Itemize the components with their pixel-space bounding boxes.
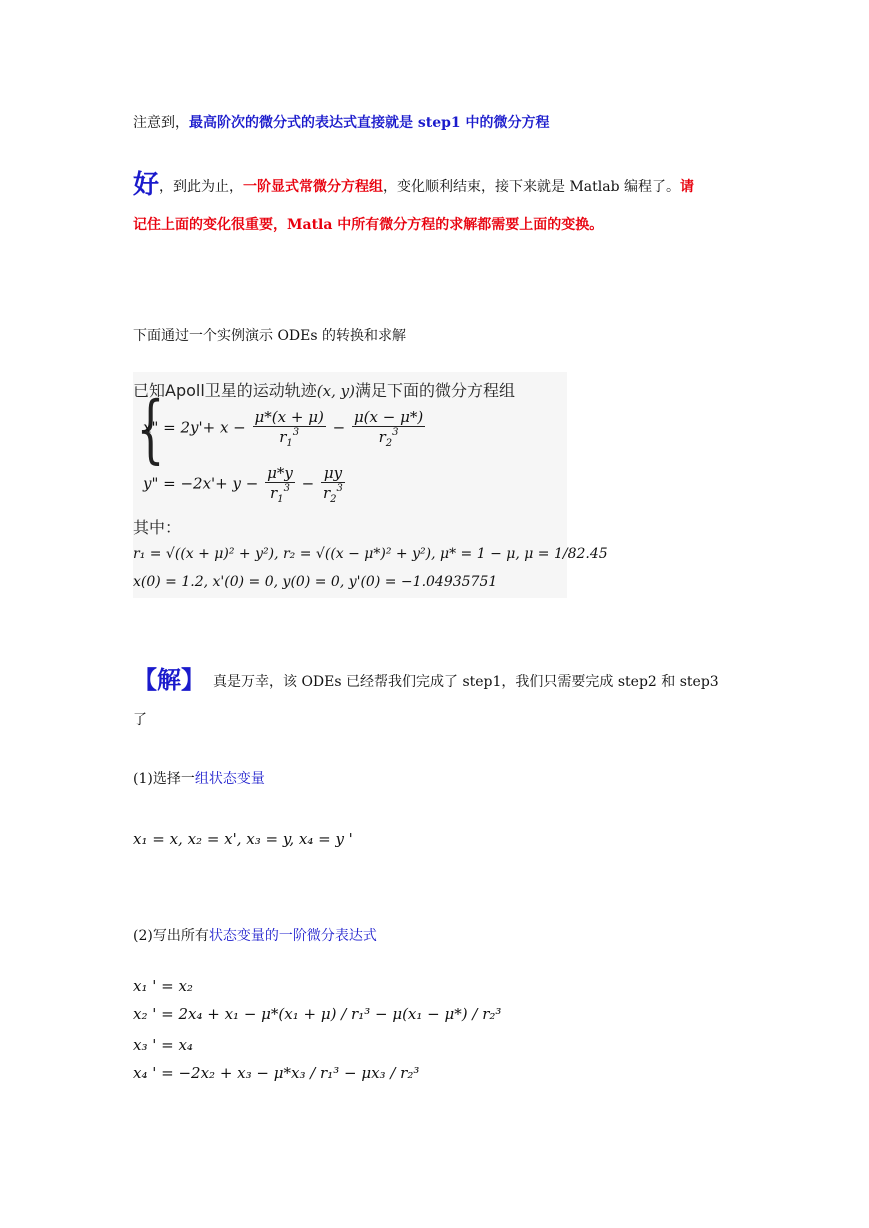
step1-heading-b: 组状态变量 [194, 771, 265, 787]
equation-figure [133, 372, 608, 598]
summary-text-2: ，变化顺利结束，接下来就是 Matlab 编程了。 [383, 179, 681, 195]
eq2-frac2: $\frac{\mu y}{r_2^3}$ [322, 464, 343, 505]
deriv-eq-4: x₄ ' = −2x₂ + x₃ − μ*x₃ / r₁³ − μx₃ / r₂³ [133, 1064, 420, 1082]
eq1-den1: r [279, 428, 287, 446]
figure-definitions: r₁ = √((x + μ)² + y²), r₂ = √((x − μ*)² + y²), μ* = 1 − μ, μ = 1/82.45 [133, 546, 608, 562]
big-char: 好 [133, 170, 160, 200]
equation-2 [143, 464, 347, 505]
eq2-num2: μy [321, 464, 345, 483]
step1-heading [133, 769, 265, 789]
deriv-eq-1: x₁ ' = x₂ [133, 977, 193, 995]
solution-line2: 了 [133, 712, 147, 728]
summary-paragraph-line1 [133, 170, 695, 200]
eq1-frac1: $\frac{\mu*(x + \mu)}{r_1^3}$ [254, 408, 324, 449]
step2-heading [133, 926, 377, 946]
note-paragraph [133, 113, 550, 133]
step1-heading-a: (1)选择一 [133, 771, 195, 787]
deriv-eq-2: x₂ ' = 2x₄ + x₁ − μ*(x₁ + μ) / r₁³ − μ(x₁ − μ*) / r₂³ [133, 1005, 502, 1023]
figure-title-a: 已知Apoll卫星的运动轨迹 [133, 381, 317, 400]
eq2-lhs: y" = −2x'+ y − [143, 474, 259, 493]
deriv-eq-3: x₃ ' = x₄ [133, 1036, 193, 1054]
summary-paragraph-line2: 记住上面的变化很重要，Matla 中所有微分方程的求解都需要上面的变换。 [133, 217, 604, 233]
eq1-num1: μ*(x + μ) [254, 408, 324, 426]
note-highlight: 最高阶次的微分式的表达式直接就是 step1 中的微分方程 [189, 115, 550, 131]
eq2-mid: − [301, 474, 315, 493]
equation-1 [143, 408, 427, 449]
figure-title [133, 378, 515, 401]
eq1-frac2: $\frac{\mu(x - \mu*)}{r_2^3}$ [353, 408, 424, 449]
example-intro: 下面通过一个实例演示 ODEs 的转换和求解 [133, 328, 407, 344]
eq1-num2: μ(x − μ*) [353, 408, 424, 426]
eq1-den2: r [378, 428, 386, 446]
summary-text-1: ，到此为止， [159, 179, 244, 195]
eq1-mid: − [332, 418, 346, 437]
note-lead: 注意到， [133, 115, 189, 131]
summary-red-1: 一阶显式常微分方程组 [243, 179, 384, 195]
state-variables: x₁ = x, x₂ = x', x₃ = y, x₄ = y ' [133, 830, 353, 848]
eq2-num1: μ*y [267, 464, 293, 482]
figure-qizhong: 其中： [133, 518, 182, 537]
step2-heading-a: (2)写出所有 [133, 928, 209, 944]
eq1-lhs: x" = 2y'+ x − [143, 418, 246, 437]
figure-title-b: (x, y) [316, 382, 355, 400]
eq2-frac1: $\frac{\mu*y}{r_1^3}$ [267, 464, 293, 505]
solution-bracket: 【解】 [133, 665, 205, 694]
eq2-den1: r [270, 484, 278, 502]
summary-red-2a: 请 [680, 179, 695, 195]
eq2-den2: r [322, 484, 331, 502]
solution-line1 [133, 665, 719, 694]
left-brace: { [136, 386, 165, 472]
step2-heading-b: 状态变量的一阶微分表达式 [208, 928, 377, 944]
solution-text: 真是万幸，该 ODEs 已经帮我们完成了 step1，我们只需要完成 step2 和 step3 [213, 674, 719, 690]
figure-initial-conditions: x(0) = 1.2, x'(0) = 0, y(0) = 0, y'(0) = −1.04935751 [133, 574, 498, 590]
figure-title-c: 满足下面的微分方程组 [354, 381, 515, 400]
